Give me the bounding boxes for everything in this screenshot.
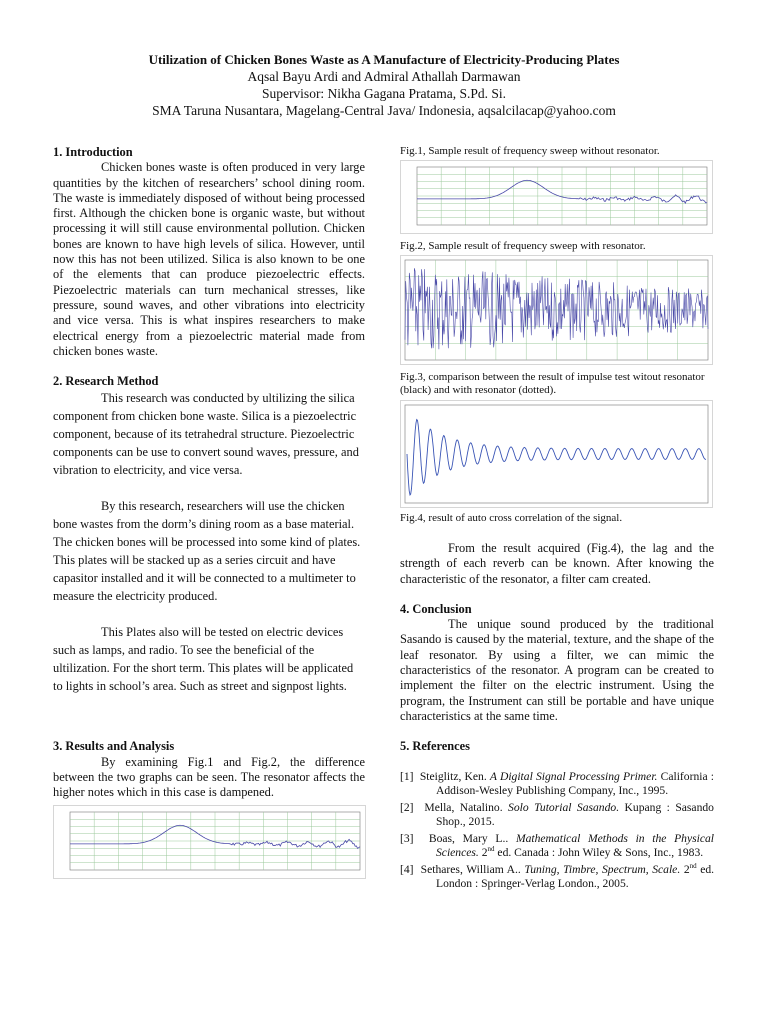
frequency-sweep-plot-1	[401, 161, 712, 233]
method-paragraph-3: This Plates also will be tested on electric devices such as lamps, and radio. To see the beneficial of the ultilization. For the short term. This plates will be applicated to lights in school’s area. Such as street and signpost lights.	[53, 625, 354, 694]
figure-caption-1: Fig.1, Sample result of frequency sweep without resonator.	[400, 145, 660, 157]
figure-caption-4: Fig.4, result of auto cross correlation of the signal.	[400, 512, 623, 524]
figure-2	[400, 255, 713, 365]
figure-3	[400, 400, 713, 508]
results-text: By examining Fig.1 and Fig.2, the difference between the two graphs can be seen. The resonator affects the higher notes which in this case is dampened.	[53, 754, 365, 800]
reference-item: [4] Sethares, William A.. Tuning, Timbre, Spectrum, Scale. 2nd ed. London : Springer-Verlag London., 2005.	[400, 861, 715, 891]
section-title-references: 5. References	[400, 739, 470, 754]
authors: Aqsal Bayu Ardi and Admiral Athallah Darmawan	[247, 69, 521, 84]
paper-header	[0, 52, 768, 119]
conclusion-text: The unique sound produced by the traditional Sasando is caused by the material, texture, and the shape of the leaf resonator. By using a filter, we can mimic the characteristics of the resonator. A program can be created to implement the filter on the electric instrument. Using the program, the Instrument can still be portable and have unique characteristics at the same time.	[400, 617, 714, 723]
plot-grid	[405, 260, 708, 360]
method-paragraph-2: By this research, researchers will use the chicken bone wastes from the dorm’s dining room as a base material. The chicken bones will be processed into some kind of plates. This plates will be stacked up as a series circuit and have capasitor installed and it will be connected to a multimeter to measure the electricity produced.	[53, 499, 361, 604]
paper-title: Utilization of Chicken Bones Waste as A Manufacture of Electricity-Producing Plates	[148, 52, 620, 67]
frequency-sweep-plot-2	[401, 256, 712, 364]
section-title-conclusion: 4. Conclusion	[400, 601, 472, 616]
frequency-sweep-plot-left	[54, 806, 365, 878]
reference-item: [1] Steiglitz, Ken. A Digital Signal Processing Primer. California : Addison-Wesley Publishing Company, Inc., 1995.	[400, 769, 714, 798]
figure-caption-3: Fig.3, comparison between the result of impulse test witout resonator (black) and with resonator (dotted).	[400, 371, 705, 396]
figure-caption-2: Fig.2, Sample result of frequency sweep with resonator.	[400, 240, 646, 252]
affiliation: SMA Taruna Nusantara, Magelang-Central Java/ Indonesia, aqsalcilacap@yahoo.com	[152, 103, 616, 118]
impulse-response-line	[407, 420, 706, 496]
fig4-discussion-text: From the result acquired (Fig.4), the lag and the strength of each reverb can be known. After knowing the characteristic of the resonator, a filter cam created.	[400, 541, 714, 586]
figure-1	[400, 160, 713, 234]
section-title-introduction: 1. Introduction	[53, 145, 133, 159]
figure-frequency-sweep-left	[53, 805, 366, 879]
plot-grid	[417, 167, 707, 225]
reference-item: [2] Mella, Natalino. Solo Tutorial Sasando. Kupang : Sasando Shop., 2015.	[400, 800, 714, 829]
reference-item: [3] Boas, Mary L.. Mathematical Methods in the Physical Sciences. 2nd ed. Canada : John Wiley & Sons, Inc., 1983.	[400, 831, 715, 860]
section-title-research-method: 2. Research Method	[53, 374, 159, 389]
impulse-test-plot	[401, 401, 712, 507]
method-paragraph-1: This research was conducted by ultilizing the silica component from chicken bone waste. Silica is a piezoelectric component, because of its tetrahedral structure. Piezoelectric components can be use to convert sound waves, pressure, and vibration to electricity, and vice versa.	[53, 391, 359, 478]
references-list	[400, 770, 714, 892]
right-column	[400, 145, 714, 894]
plot-grid	[70, 812, 360, 870]
section-title-results: 3. Results and Analysis	[53, 739, 175, 754]
left-column	[53, 145, 365, 879]
introduction-text: Chicken bones waste is often produced in very large quantities by the kitchen of researchers’ school dining room. The waste is immediately disposed of without being processed first. Although the chicken bone is organic waste, but without processing it will still cause environmental pollution. Chicken bones are known to have high levels of silica. However, until now this has not been utilized. Silica is also known to be one of the elements that can produce piezoelectric effects. Piezoelectric materials can turn mechanical stresses, like pressure, sound waves, and other vibrations into electricity and vice versa. This is what inspires researchers to make electrical energy from a piezoelectric material made from chicken bones waste.	[53, 160, 365, 358]
supervisor: Supervisor: Nikha Gagana Pratama, S.Pd. Si.	[261, 86, 507, 101]
